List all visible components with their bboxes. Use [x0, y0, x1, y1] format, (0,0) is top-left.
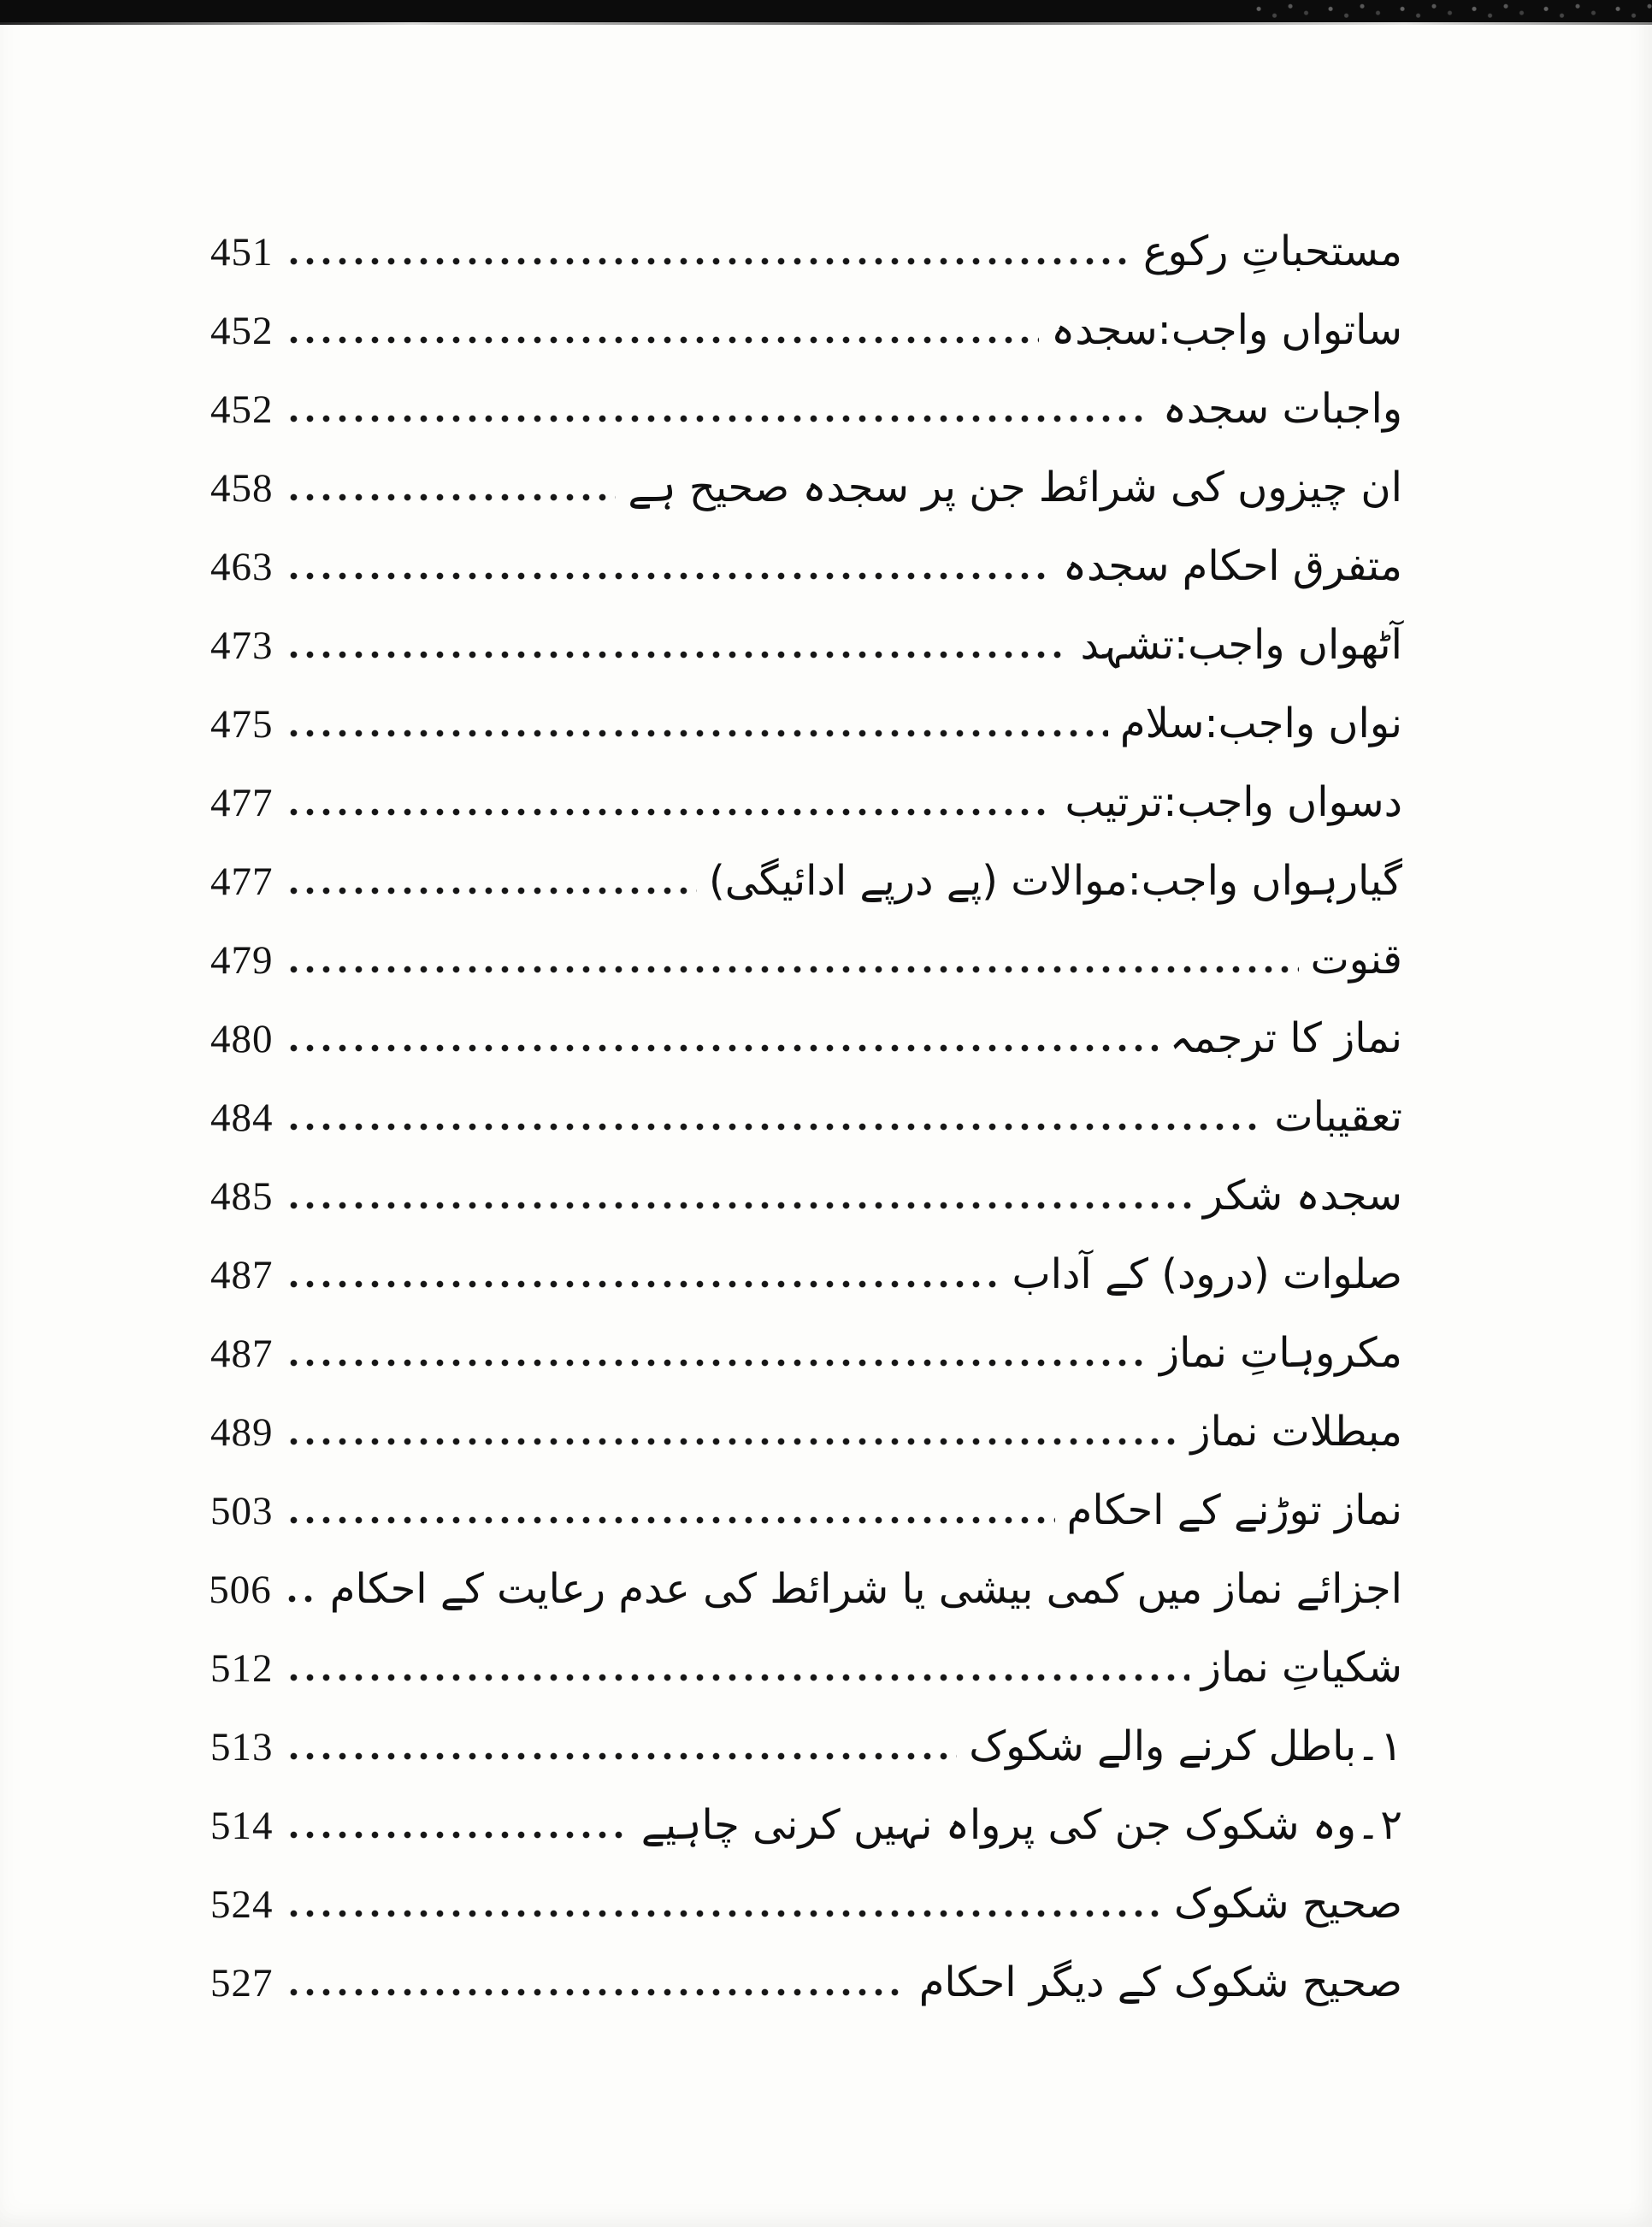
toc-entry-title: نواں واجب:سلام [1119, 700, 1402, 747]
toc-entry-row [210, 857, 1402, 936]
toc-entry-page-number: 452 [210, 309, 274, 353]
dotted-leader [286, 1988, 907, 1996]
dotted-leader [286, 415, 1151, 422]
dotted-leader [286, 1516, 1055, 1524]
dotted-leader [286, 1438, 1179, 1445]
toc-entry-row [210, 1408, 1402, 1486]
toc-entry-title: مستحباتِ رکوع [1142, 227, 1402, 275]
toc-entry-row [210, 464, 1402, 542]
dotted-leader [286, 651, 1069, 659]
toc-entry-page-number: 527 [210, 1961, 274, 2005]
toc-entry-page-number: 480 [210, 1017, 274, 1061]
toc-entry-title: آٹھواں واجب:تشہد [1080, 621, 1402, 669]
toc-entry-row [210, 700, 1402, 778]
toc-entry-title: تعقیبات [1274, 1093, 1402, 1141]
dotted-leader [286, 1202, 1192, 1209]
toc-entry-row [210, 1644, 1402, 1722]
toc-entry-title: ۱۔باطل کرنے والے شکوک [969, 1722, 1402, 1770]
toc-entry-row [210, 1722, 1402, 1801]
toc-entry-page-number: 485 [210, 1174, 274, 1219]
toc-entry-title: گیارہواں واجب:موالات (پے درپے ادائیگی) [709, 857, 1402, 905]
scan-edge-artifact [0, 0, 1652, 22]
toc-entry-title: صلوات (درود) کے آداب [1012, 1250, 1402, 1298]
dotted-leader [286, 493, 617, 501]
toc-entry-row [210, 385, 1402, 464]
toc-entry-title: دسواں واجب:ترتیب [1065, 778, 1402, 826]
dotted-leader [286, 257, 1131, 265]
toc-entry-title: متفرق احکام سجدہ [1062, 542, 1402, 590]
toc-entry-page-number: 513 [210, 1725, 274, 1769]
dotted-leader [286, 1752, 958, 1760]
toc-entry-page-number: 506 [209, 1568, 272, 1612]
dotted-leader [286, 1359, 1148, 1367]
toc-entry-title: مبطلات نماز [1190, 1408, 1402, 1456]
dotted-leader [284, 1595, 318, 1603]
toc-entry-title: صحیح شکوک کے دیگر احکام [918, 1958, 1402, 2006]
toc-entry-title: ان چیزوں کی شرائط جن پر سجدہ صحیح ہے [628, 464, 1402, 511]
toc-entry-title: ساتواں واجب:سجدہ [1051, 306, 1402, 354]
toc-entry-row [210, 1880, 1402, 1958]
dotted-leader [286, 1831, 629, 1839]
dotted-leader [286, 1910, 1163, 1917]
toc-entry-page-number: 514 [210, 1804, 274, 1848]
dotted-leader [286, 336, 1040, 344]
toc-entry-row [210, 1486, 1402, 1565]
toc-entry-row [210, 1250, 1402, 1329]
toc-entry-row [210, 227, 1402, 306]
toc-entry-title: نماز توڑنے کے احکام [1066, 1486, 1402, 1534]
toc-entry-page-number: 484 [210, 1096, 274, 1140]
toc-entry-title: ۲۔وہ شکوک جن کی پرواہ نہیں کرنی چاہیے [640, 1801, 1402, 1849]
toc-entry-page-number: 512 [210, 1646, 274, 1691]
toc-entry-row [210, 1093, 1402, 1172]
toc-entry-row [210, 1958, 1402, 2037]
toc-entry-page-number: 487 [210, 1253, 274, 1297]
dotted-leader [286, 808, 1053, 816]
toc-entry-title: اجزائے نماز میں کمی بیشی یا شرائط کی عدم رعایت کے احکام [329, 1565, 1402, 1613]
toc-entry-title: سجدہ شکر [1203, 1172, 1402, 1220]
toc-entry-row [210, 778, 1402, 857]
toc-entry-row [210, 1329, 1402, 1408]
toc-entry-row [210, 621, 1402, 700]
toc-entry-title: واجبات سجدہ [1162, 385, 1402, 433]
toc-entry-page-number: 463 [210, 545, 274, 589]
toc-entry-title: مکروہاتِ نماز [1159, 1329, 1402, 1377]
toc-entry-page-number: 479 [210, 938, 274, 983]
toc-entry-page-number: 477 [210, 859, 274, 904]
toc-entry-title: قنوت [1310, 936, 1402, 984]
toc-entry-page-number: 487 [210, 1332, 274, 1376]
toc-entry-page-number: 475 [210, 702, 274, 747]
toc-entry-page-number: 477 [210, 781, 274, 825]
toc-entry-row [210, 306, 1402, 385]
dotted-leader [286, 887, 698, 895]
toc-entry-page-number: 524 [210, 1882, 274, 1927]
toc-entry-page-number: 503 [210, 1489, 274, 1533]
toc-entry-page-number: 473 [210, 623, 274, 668]
dotted-leader [286, 730, 1108, 737]
toc-entry-row [210, 1565, 1402, 1644]
toc-entry-title: صحیح شکوک [1174, 1880, 1402, 1928]
dotted-leader [286, 1123, 1263, 1131]
toc-entry-page-number: 452 [210, 387, 274, 432]
toc-entry-page-number: 458 [210, 466, 274, 511]
toc-entry-row [210, 1801, 1402, 1880]
toc-entry-page-number: 451 [210, 230, 274, 275]
dotted-leader [286, 966, 1299, 973]
toc-entry-row [210, 1014, 1402, 1093]
toc-entry-title: شکیاتِ نماز [1201, 1644, 1402, 1692]
table-of-contents [210, 227, 1402, 2037]
toc-entry-page-number: 489 [210, 1410, 274, 1455]
toc-entry-title: نماز کا ترجمہ [1169, 1014, 1402, 1062]
toc-entry-row [210, 936, 1402, 1014]
toc-entry-row [210, 542, 1402, 621]
dotted-leader [286, 1280, 1000, 1288]
toc-entry-row [210, 1172, 1402, 1250]
dotted-leader [286, 572, 1051, 580]
dotted-leader [286, 1044, 1158, 1052]
dotted-leader [286, 1674, 1189, 1681]
